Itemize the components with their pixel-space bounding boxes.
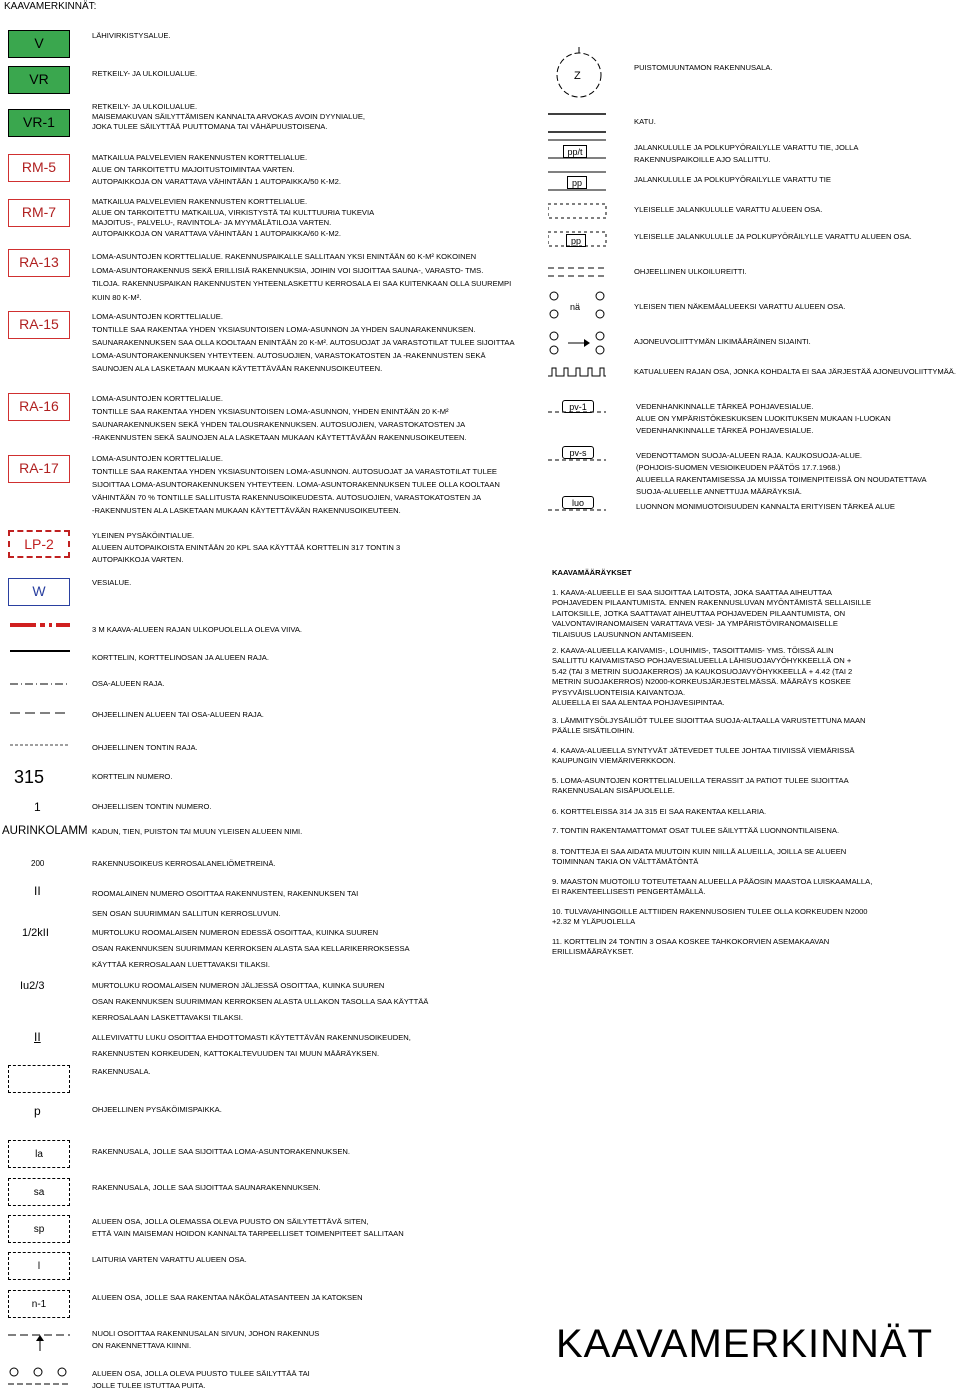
pv-s-text: VEDENOTTAMON SUOJA-ALUEEN RAJA. KAUKOSUOJA-ALUE. (POHJOIS-SUOMEN VESIOIKEUDEN PÄÄTÖS 17.7.1968.) ALUEELLA RAKENTAMISESSA JA MUISSA TOIMENPITEISSÄ ON NOUDATETTAVA SUOJA-ALUEELLE ANNETTUJA MÄÄRÄYKSIÄ. [636,451,927,496]
footer-title: KAAVAMERKINNÄT [556,1322,934,1366]
legend-text-ra-13: LOMA-ASUNTOJEN KORTTELIALUE. RAKENNUSPAIKALLE SALLITAAN YKSI ENINTÄÄN 60 K-M² KOKOINEN LOMA-ASUNTORAKENNUS SEKÄ ERILLISIÄ RAKENNUKSIA, JOIHIN VOI SIJOITTAA SAUNA-, VARASTO- TMS. TILOJA. RAKENNUSPAIKAN RAKENNUSTEN YHTEENLASKETTU KERROSALA EI SAA KUITENKAAN OLLA SUUREMPI KUIN 80 K-M². [92,252,512,302]
legend-text-vr: RETKEILY- JA ULKOILUALUE. [92,69,198,78]
legend-text-rm-7: MATKAILUA PALVELEVIEN RAKENNUSTEN KORTTELIALUE. ALUE ON TARKOITETTU MATKAILUA, VIRKISTYSTÄ TAI KULTTUURIA TUKEVIA MAJOITUS-, PALVELU-, RAVINTOLA- JA MYYMÄLÄTILOJA VARTEN. AUTOPAIKKOJA ON VARATTAVA VÄHINTÄÄN 1 AUTOPAIKKA/60 K-M2. [92,197,375,238]
mark-text-7: ALLEVIIVATTU LUKU OSOITTAA EHDOTTOMASTI KÄYTETTÄVÄN RAKENNUSOIKEUDEN, RAKENNUSTEN KORKEUDEN, KATTOKALTEVUUDEN TAI MUUN MÄÄRÄYKSEN. [92,1033,411,1058]
mark-text-5: MURTOLUKU ROOMALAISEN NUMERON EDESSÄ OSOITTAA, KUINKA SUUREN OSAN RAKENNUKSEN SUURIMMAN KERROKSEN ALASTA SAA KELLARIKERROKSESSA KÄYTTÄÄ KERROSALAAN LUETTAVAKSI TILAKSI. [92,928,410,969]
zone-code-vr-1: VR-1 [8,109,70,137]
mark-text-9: OHJEELLINEN PYSÄKÖIMISPAIKKA. [92,1105,222,1114]
block-number-symbol: 315 [14,767,45,787]
legend-text-v: LÄHIVIRKISTYSALUE. [92,31,171,40]
page-header: KAAVAMERKINNÄT: [4,1,97,12]
line-legend-3: OSA-ALUEEN RAJA. [92,679,165,688]
legend-text-ra-15: LOMA-ASUNTOJEN KORTTELIALUE. TONTILLE SAA RAKENTAA YHDEN YKSIASUNTOISEN LOMA-ASUNNON JA YHDEN SAUNARAKENNUKSEN. SAUNARAKENNUKSEN SAA OLLA KOOLTAAN ENINTÄÄN 20 K-M². AUTOSUOJAT JA VARASTOTILAT TULEE SIJOITTAA LOMA-ASUNTORAKENNUKSEN YHTEYTEEN. AUTOSUOJIEN, VARASTOKATOSTEN JA -RAKENNUSTEN SEKÄ SAUNOJEN ALA LASKETAAN MUKAAN KÄYTETTÄVÄÄN RAKENNUSOIKEUTEEN. [92,312,515,373]
pp-label: pp [567,176,587,189]
zone-code-ra-13: RA-13 [8,249,70,277]
mark-text-15: NUOLI OSOITTAA RAKENNUSALAN SIVUN, JOHON RAKENNUS ON RAKENNETTAVA KIINNI. [92,1329,320,1350]
zone-code-lp-2: LP-2 [8,530,70,558]
floor-count-symbol: II [34,884,41,898]
parking-symbol: p [34,1104,41,1118]
line-legend-2: KORTTELIN, KORTTELINOSAN JA ALUEEN RAJA. [92,653,269,662]
pv-1-text: VEDENHANKINNALLE TÄRKEÄ POHJAVESIALUE. ALUE ON YMPÄRISTÖKESKUKSEN LUOKITUKSEN MUKAAN I-LUOKAN VEDENHANKINNALLE TÄRKEÄ POHJAVESIALUE. [636,402,891,435]
legend-text-rm-5: MATKAILUA PALVELEVIEN RAKENNUSTEN KORTTELIALUE. ALUE ON TARKOITETTU MAJOITUSTOIMINTAA VARTEN. AUTOPAIKKOJA ON VARATTAVA VÄHINTÄÄN 1 AUTOPAIKKA/50 K-M2. [92,153,341,186]
mark-text-2: KADUN, TIEN, PUISTON TAI MUUN YLEISEN ALUEEN NIMI. [92,827,303,836]
access-text: AJONEUVOLIITTYMÄN LIKIMÄÄRÄINEN SIJAINTI. [634,337,811,346]
sight-area-text: YLEISEN TIEN NÄKEMÄALUEEKSI VARATTU ALUEEN OSA. [634,302,846,311]
line-legend-1: 3 M KAAVA-ALUEEN RAJAN ULKOPUOLELLA OLEVA VIIVA. [92,625,303,634]
outdoor-route-text: OHJEELLINEN ULKOILUREITTI. [634,267,747,276]
luo-label: luo [562,496,594,509]
legend-text-vr-1: RETKEILY- JA ULKOILUALUE. MAISEMAKUVAN SÄILYTTÄMISEN KANNALTA ARVOKAS AVOIN DYYNIALUE, JOKA TULEE SÄILYTTÄÄ PUUTTOMANA TAI VÄHÄPUUSTOISENA. [92,102,366,131]
regulation-1: 1. KAAVA-ALUEELLE EI SAA SIJOITTAA LAITOSTA, JOKA SAATTAA AIHEUTTAA POHJAVEDEN PILAANTUMISTA. ENNEN RAKENNUSLUVAN MYÖNTÄMISTÄ SELLAISILLE LAITOKSILLE, JOTKA SAATTAVAT AIHEUTTAA POHJAVEDEN PILAANTUMISTA, ON VALVONTAVIRANOMAISEN VARATTAVA VESI- JA YMPÄRISTÖVIRANOMAISELLE TILAISUUS LAUSUNNON ANTAMISEEN. [552,588,872,639]
sa-symbol: sa [8,1178,70,1206]
pp-t-label: pp/t [563,145,587,158]
regulation-11: 11. KORTTELIN 24 TONTIN 3 OSAA KOSKEE TAHKOKORVIEN ASEMAKAAVAN ERILLISMÄÄRÄYKSET. [552,937,830,957]
zone-code-ra-15: RA-15 [8,311,70,339]
sp-symbol: sp [8,1215,70,1243]
mark-text-14: ALUEEN OSA, JOLLE SAA RAKENTAA NÄKÖALATASANTEEN JA KATOKSEN [92,1293,363,1302]
mark-text-0: KORTTELIN NUMERO. [92,772,173,781]
regulations [552,568,631,582]
pp-area-label: pp [566,234,586,247]
legend-text-lp-2: YLEINEN PYSÄKÖINTIALUE. ALUEEN AUTOPAIKOISTA ENINTÄÄN 20 KPL SAA KÄYTTÄÄ KORTTELIN 317 TONTIN 3 AUTOPAIKKOJA VARTEN. [92,531,401,564]
street-symbol [548,106,608,136]
regulation-8: 8. TONTTEJA EI SAA AIDATA MUUTOIN KUIN NIILLÄ ALUEILLA, JOILLA SE ALUEEN TOIMINNAN TAKIA ON VÄLTTÄMÄTÖNTÄ [552,847,847,867]
line-legend-5: OHJEELLINEN TONTIN RAJA. [92,743,198,752]
mark-text-11: RAKENNUSALA, JOLLE SAA SIJOITTAA SAUNARAKENNUKSEN. [92,1183,321,1192]
transformer-text: PUISTOMUUNTAMON RAKENNUSALA. [634,63,773,72]
mark-text-1: OHJEELLISEN TONTIN NUMERO. [92,802,212,811]
mark-text-16: ALUEEN OSA, JOLLA OLEVA PUUSTO TULEE SÄILYTTÄÄ TAI JOLLE TULEE ISTUTTAA PUITA. [92,1369,310,1390]
luo-text: LUONNON MONIMUOTOISUUDEN KANNALTA ERITYISEN TÄRKEÄ ALUE [636,502,895,511]
street-name-symbol: AURINKOLAMM [2,825,88,837]
zone-code-w: W [8,578,70,606]
ped-road-2-text: JALANKULULLE JA POLKUPYÖRAILYLLE VARATTU TIE [634,175,831,184]
regulation-7: 7. TONTIN RAKENTAMATTOMAT OSAT TULEE SÄILYTTÄÄ LUONNONTILAISENA. [552,826,840,835]
l-symbol: l [8,1252,70,1280]
regulation-3: 3. LÄMMITYSÖLJYSÄILIÖT TULEE SIJOITTAA SUOJA-ALTAALLA VARUSTETTUNA MAAN PÄÄLLE SISÄTILOIHIN. [552,716,866,736]
zone-code-rm-7: RM-7 [8,199,70,227]
line-legend-4: OHJEELLINEN ALUEEN TAI OSA-ALUEEN RAJA. [92,710,264,719]
pv-1-label: pv-1 [562,400,594,413]
sight-area-label: nä [570,302,581,312]
zone-code-vr: VR [8,66,70,94]
ped-area-1-text: YLEISELLE JALANKULULLE VARATTU ALUEEN OSA. [634,205,823,214]
line-symbols [0,618,80,738]
outdoor-route-symbol [548,262,608,282]
zone-code-ra-17: RA-17 [8,455,70,483]
access-symbol [548,328,608,358]
zone-code-rm-5: RM-5 [8,154,70,182]
no-access-symbol [548,362,608,382]
arrow-side-symbol [8,1325,72,1355]
regulation-9: 9. MAASTON MUOTOILU TOTEUTETAAN ALUEELLA PÄÄOSIN MAASTOA LUISKAAMALLA, EI RAKENTEELLISESTI PENGERTÄMÄLLÄ. [552,877,873,897]
zone-code-v: V [8,30,70,58]
legend-text-ra-16: LOMA-ASUNTOJEN KORTTELIALUE. TONTILLE SAA RAKENTAA YHDEN YKSIASUNTOISEN LOMA-ASUNNON, YHDEN ENINTÄÄN 20 K-M² SAUNARAKENNUKSEN SEKÄ YHDEN TALOUSRAKENNUKSEN. AUTOSUOJIEN, VARASTOKATOSTEN JA -RAKENNUSTEN SEKÄ SAUNOJEN ALA LASKETAAN MUKAAN KÄYTETTÄVÄÄN RAKENNUSOIKEUTEEN. [92,394,467,442]
attic-fraction-symbol: Iu2/3 [20,980,45,992]
tree-row-symbol [8,1362,72,1392]
la-symbol: la [8,1140,70,1168]
building-area-symbol [8,1065,70,1093]
underlined-number-symbol: II [34,1030,41,1044]
plot-number-symbol: 1 [34,800,41,814]
regulation-6: 6. KORTTELEISSA 314 JA 315 EI SAA RAKENTAA KELLARIA. [552,807,767,816]
regulation-5: 5. LOMA-ASUNTOJEN KORTTELIALUEILLA TERASSIT JA PATIOT TULEE SIJOITTAA RAKENNUSALAN SISÄPUOLELLE. [552,776,849,796]
line-symbol-plot [0,735,80,755]
mark-text-4: ROOMALAINEN NUMERO OSOITTAA RAKENNUSTEN, RAKENNUKSEN TAI SEN OSAN SUURIMMAN SALLITUN KERROSLUVUN. [92,889,359,918]
mark-text-12: ALUEEN OSA, JOLLA OLEMASSA OLEVA PUUSTO ON SÄILYTETTÄVÄ SITEN, ETTÄ VAIN MAISEMAN HOIDON KANNALTA TARPEELLISET TOIMENPITEET SALLITAAN [92,1217,404,1238]
regulation-4: 4. KAAVA-ALUEELLA SYNTYVÄT JÄTEVEDET TULEE JOHTAA TIIVIISSÄ VIEMÄRISSÄ KAUPUNGIN VIEMÄRIVERKKOON. [552,746,855,766]
transformer-label: Z [574,70,581,82]
zone-code-ra-16: RA-16 [8,393,70,421]
mark-text-3: RAKENNUSOIKEUS KERROSALANELIÖMETREINÄ. [92,859,276,868]
basement-fraction-symbol: 1/2kII [22,927,49,939]
ped-road-1-text: JALANKULULLE JA POLKUPYÖRAILYLLE VARATTU TIE, JOLLA RAKENNUSPAIKOILLE AJO SALLITTU. [634,143,859,164]
legend-text-w: VESIALUE. [92,578,132,587]
regulations-heading: KAAVAMÄÄRÄYKSET [552,568,632,577]
regulation-2: 2. KAAVA-ALUEELLA KAIVAMIS-, LOUHIMIS-, TASOITTAMIS- YMS. TÖISSÄ ALIN SALLITTU KAIVAMISTASO POHJAVESIALUEELLA LÄHISUOJAVYÖHYKKEELLÄ ON + 5.42 (TAI 3 METRIN SUOJAKERROS) JA KAUKOSUOJAVYÖHYKKEELLÄ + 4.42 (TAI 2 METRIN SUOJAKERROS) N2000-KORKEUSJÄRJESTELMÄSSÄ. MÄÄRÄYS KOSKEE PYSYVÄISLUONTEISIA KAIVANTOJA. ALUEELLA EI SAA ALENTAA POHJAVESIPINTAA. [552,646,853,707]
mark-text-10: RAKENNUSALA, JOLLE SAA SIJOITTAA LOMA-ASUNTORAKENNUKSEN. [92,1147,350,1156]
mark-text-8: RAKENNUSALA. [92,1067,151,1076]
mark-text-6: MURTOLUKU ROOMALAISEN NUMERON JÄLJESSÄ OSOITTAA, KUINKA SUUREN OSAN RAKENNUKSEN SUURIMMAN KERROKSEN ALASTA ULLAKON TASOLLA SAA KÄYTTÄÄ KERROSALAAN LASKETTAVAKSI TILAKSI. [92,981,429,1022]
regulation-10: 10. TULVAVAHINGOILLE ALTTIIDEN RAKENNUSOSIEN TULEE OLLA KORKEUDEN N2000 +2.32 M YLÄPUOLELLA [552,907,868,927]
legend-text-ra-17: LOMA-ASUNTOJEN KORTTELIALUE. TONTILLE SAA RAKENTAA YHDEN YKSIASUNTOISEN LOMA-ASUNNON. AUTOSUOJAT JA VARASTOTILAT TULEE SIJOITTAA LOMA-ASUNTORAKENNUKSEN YHTEYTEEN. LOMA-ASUNTORAKENNUKSEN TULEE OLLA KOOLTAAN VÄHINTÄÄN 70 % TONTILLE SALLITUSTA RAKENNUSOIKEUDESTA. AUTOSUOJIEN, VARASTOKATOSTEN JA -RAKENNUSTEN ALA LASKETAAN MUKAAN KÄYTETTÄVÄÄN RAKENNUSOIKEUTEEN. [92,454,500,515]
n-1-symbol: n-1 [8,1290,70,1318]
no-access-text: KATUALUEEN RAJAN OSA, JONKA KOHDALTA EI SAA JÄRJESTÄÄ AJONEUVOLIITTYMÄÄ. [634,367,956,376]
ped-area-2-text: YLEISELLE JALANKULULLE JA POLKUPYÖRÄILYLLE VARATTU ALUEEN OSA. [634,232,912,241]
street-text: KATU. [634,117,656,126]
mark-text-13: LAITURIA VARTEN VARATTU ALUEEN OSA. [92,1255,247,1264]
floor-area-symbol: 200 [31,859,45,868]
pv-s-label: pv-s [562,446,594,459]
